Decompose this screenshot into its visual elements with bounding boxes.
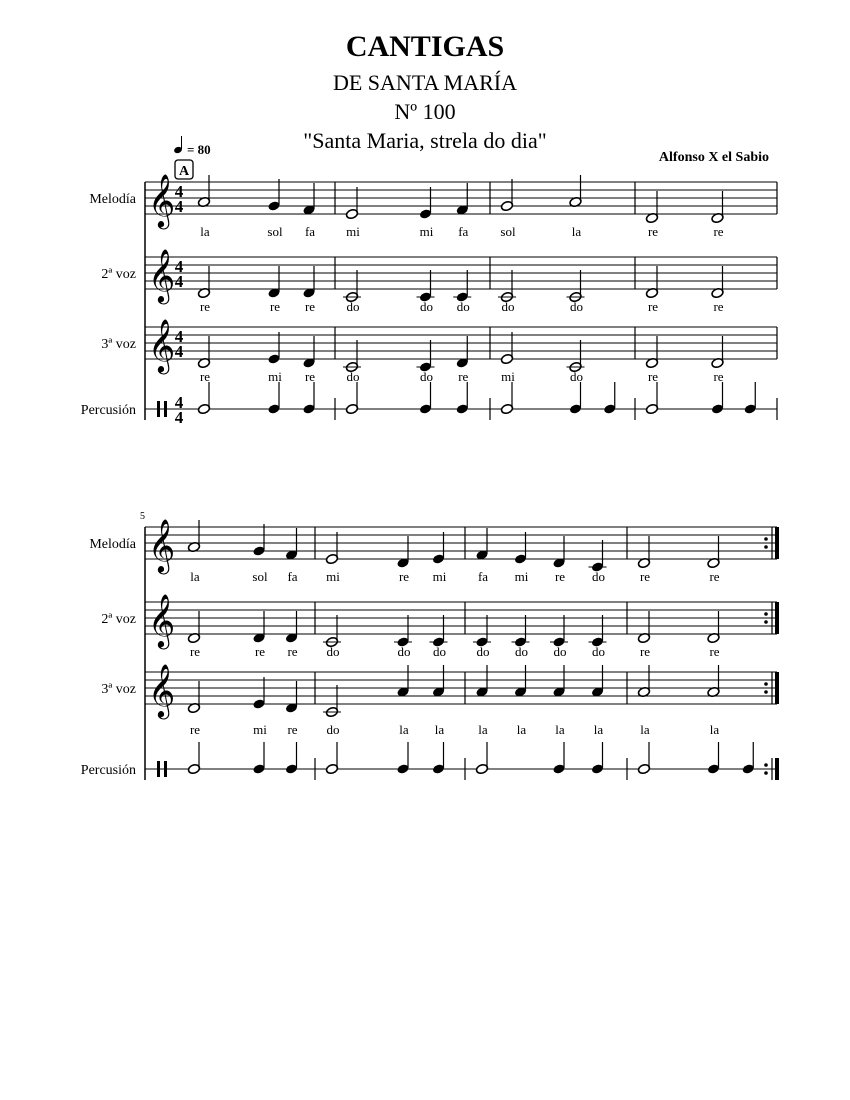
lyric-syllable: la <box>516 722 527 737</box>
repeat-dot <box>764 690 768 694</box>
lyric-syllable: do <box>570 369 583 384</box>
lyric-syllable: fa <box>287 569 298 584</box>
lyric-syllable: re <box>639 644 651 659</box>
lyric-syllable: mi <box>419 224 434 239</box>
lyric-syllable: mi <box>326 569 340 584</box>
treble-clef-icon: 𝄞 <box>148 250 176 301</box>
lyric-syllable: do <box>397 644 411 659</box>
lyric-syllable: la <box>478 722 488 737</box>
lyric-syllable: re <box>647 369 659 384</box>
lyric-syllable: do <box>346 369 360 384</box>
lyric-syllable: do <box>420 299 433 314</box>
time-signature-numerator: 4 <box>174 393 184 412</box>
lyric-syllable: do <box>515 644 528 659</box>
lyric-syllable: mi <box>501 369 515 384</box>
lyric-syllable: re <box>199 369 211 384</box>
treble-clef-icon: 𝄞 <box>148 175 176 226</box>
time-signature-denominator: 4 <box>174 408 184 427</box>
lyric-syllable: do <box>592 569 605 584</box>
treble-clef-icon: 𝄞 <box>148 520 176 571</box>
lyric-syllable: sol <box>252 569 268 584</box>
rehearsal-mark: A <box>178 164 190 179</box>
lyric-syllable: re <box>554 569 566 584</box>
lyric-syllable: mi <box>346 224 360 239</box>
lyric-syllable: do <box>420 369 433 384</box>
lyric-syllable: la <box>434 722 445 737</box>
lyric-syllable: la <box>200 224 210 239</box>
repeat-dot <box>764 763 768 767</box>
lyric-syllable: re <box>199 299 211 314</box>
lyric-syllable: re <box>458 369 469 384</box>
lyric-syllable: re <box>398 569 410 584</box>
lyric-syllable: re <box>287 722 298 737</box>
lyric-syllable: re <box>709 569 720 584</box>
lyric-syllable: re <box>287 644 298 659</box>
time-signature-numerator: 4 <box>174 257 184 276</box>
lyric-syllable: re <box>713 299 724 314</box>
lyric-syllable: re <box>304 299 316 314</box>
repeat-dot <box>764 545 768 549</box>
lyric-syllable: mi <box>432 569 447 584</box>
lyric-syllable: do <box>592 644 605 659</box>
lyric-syllable: re <box>304 369 316 384</box>
percussion-clef-icon <box>164 401 167 417</box>
lyric-syllable: re <box>713 224 724 239</box>
lyric-syllable: la <box>640 722 650 737</box>
instrument-label: 2ª voz <box>101 267 136 282</box>
lyric-syllable: mi <box>514 569 529 584</box>
lyric-syllable: mi <box>253 722 267 737</box>
lyric-syllable: re <box>639 569 651 584</box>
lyric-syllable: re <box>189 644 201 659</box>
instrument-label: Percusión <box>80 403 136 418</box>
treble-clef-icon: 𝄞 <box>148 665 176 716</box>
score-title: CANTIGAS <box>345 30 505 63</box>
lyric-syllable: do <box>346 299 360 314</box>
lyric-syllable: fa <box>477 569 489 584</box>
lyric-syllable: do <box>476 644 490 659</box>
score-subtitle: DE SANTA MARÍA <box>332 70 518 95</box>
lyric-syllable: la <box>571 224 582 239</box>
repeat-dot <box>764 682 768 686</box>
treble-clef-icon: 𝄞 <box>148 595 176 646</box>
repeat-barline-thick <box>775 602 779 634</box>
repeat-dot <box>764 612 768 616</box>
repeat-dot <box>764 620 768 624</box>
treble-clef-icon: 𝄞 <box>148 320 176 371</box>
lyric-syllable: re <box>709 644 720 659</box>
instrument-label: Melodía <box>89 192 136 207</box>
lyric-syllable: re <box>647 299 659 314</box>
instrument-label: Percusión <box>80 763 136 778</box>
lyric-syllable: la <box>399 722 409 737</box>
repeat-barline-thick <box>775 672 779 704</box>
lyric-syllable: do <box>553 644 567 659</box>
lyric-syllable: la <box>555 722 565 737</box>
time-signature-denominator: 4 <box>174 342 184 361</box>
lyric-syllable: re <box>713 369 724 384</box>
measure-number: 5 <box>140 511 145 522</box>
lyric-syllable: do <box>433 644 446 659</box>
repeat-dot <box>764 771 768 775</box>
percussion-clef-icon <box>157 761 160 777</box>
lyric-syllable: mi <box>268 369 282 384</box>
lyric-syllable: re <box>647 224 659 239</box>
time-signature-denominator: 4 <box>174 197 184 216</box>
lyric-syllable: fa <box>304 224 316 239</box>
lyric-syllable: re <box>254 644 266 659</box>
instrument-label: 3ª voz <box>101 337 136 352</box>
time-signature-numerator: 4 <box>174 182 184 201</box>
percussion-clef-icon <box>164 761 167 777</box>
lyric-syllable: la <box>593 722 604 737</box>
lyric-syllable: do <box>326 722 340 737</box>
lyric-syllable: fa <box>458 224 469 239</box>
score-number: Nº 100 <box>394 99 456 124</box>
lyric-syllable: re <box>269 299 281 314</box>
lyric-syllable: la <box>709 722 720 737</box>
lyric-syllable: sol <box>500 224 516 239</box>
tempo-marking: = 80 <box>187 142 211 157</box>
lyric-syllable: sol <box>267 224 283 239</box>
percussion-clef-icon <box>157 401 160 417</box>
instrument-label: Melodía <box>89 537 136 552</box>
time-signature-denominator: 4 <box>174 272 184 291</box>
instrument-label: 2ª voz <box>101 612 136 627</box>
repeat-barline-thick <box>775 758 779 780</box>
composer: Alfonso X el Sabio <box>658 150 769 165</box>
repeat-barline-thick <box>775 527 779 559</box>
lyric-syllable: do <box>456 299 470 314</box>
instrument-label: 3ª voz <box>101 682 136 697</box>
repeat-dot <box>764 537 768 541</box>
lyric-syllable: la <box>190 569 200 584</box>
lyric-syllable: do <box>570 299 583 314</box>
lyric-syllable: do <box>326 644 340 659</box>
time-signature-numerator: 4 <box>174 327 184 346</box>
lyric-syllable: do <box>501 299 515 314</box>
score-song-title: "Santa Maria, strela do dia" <box>303 128 547 153</box>
lyric-syllable: re <box>189 722 201 737</box>
